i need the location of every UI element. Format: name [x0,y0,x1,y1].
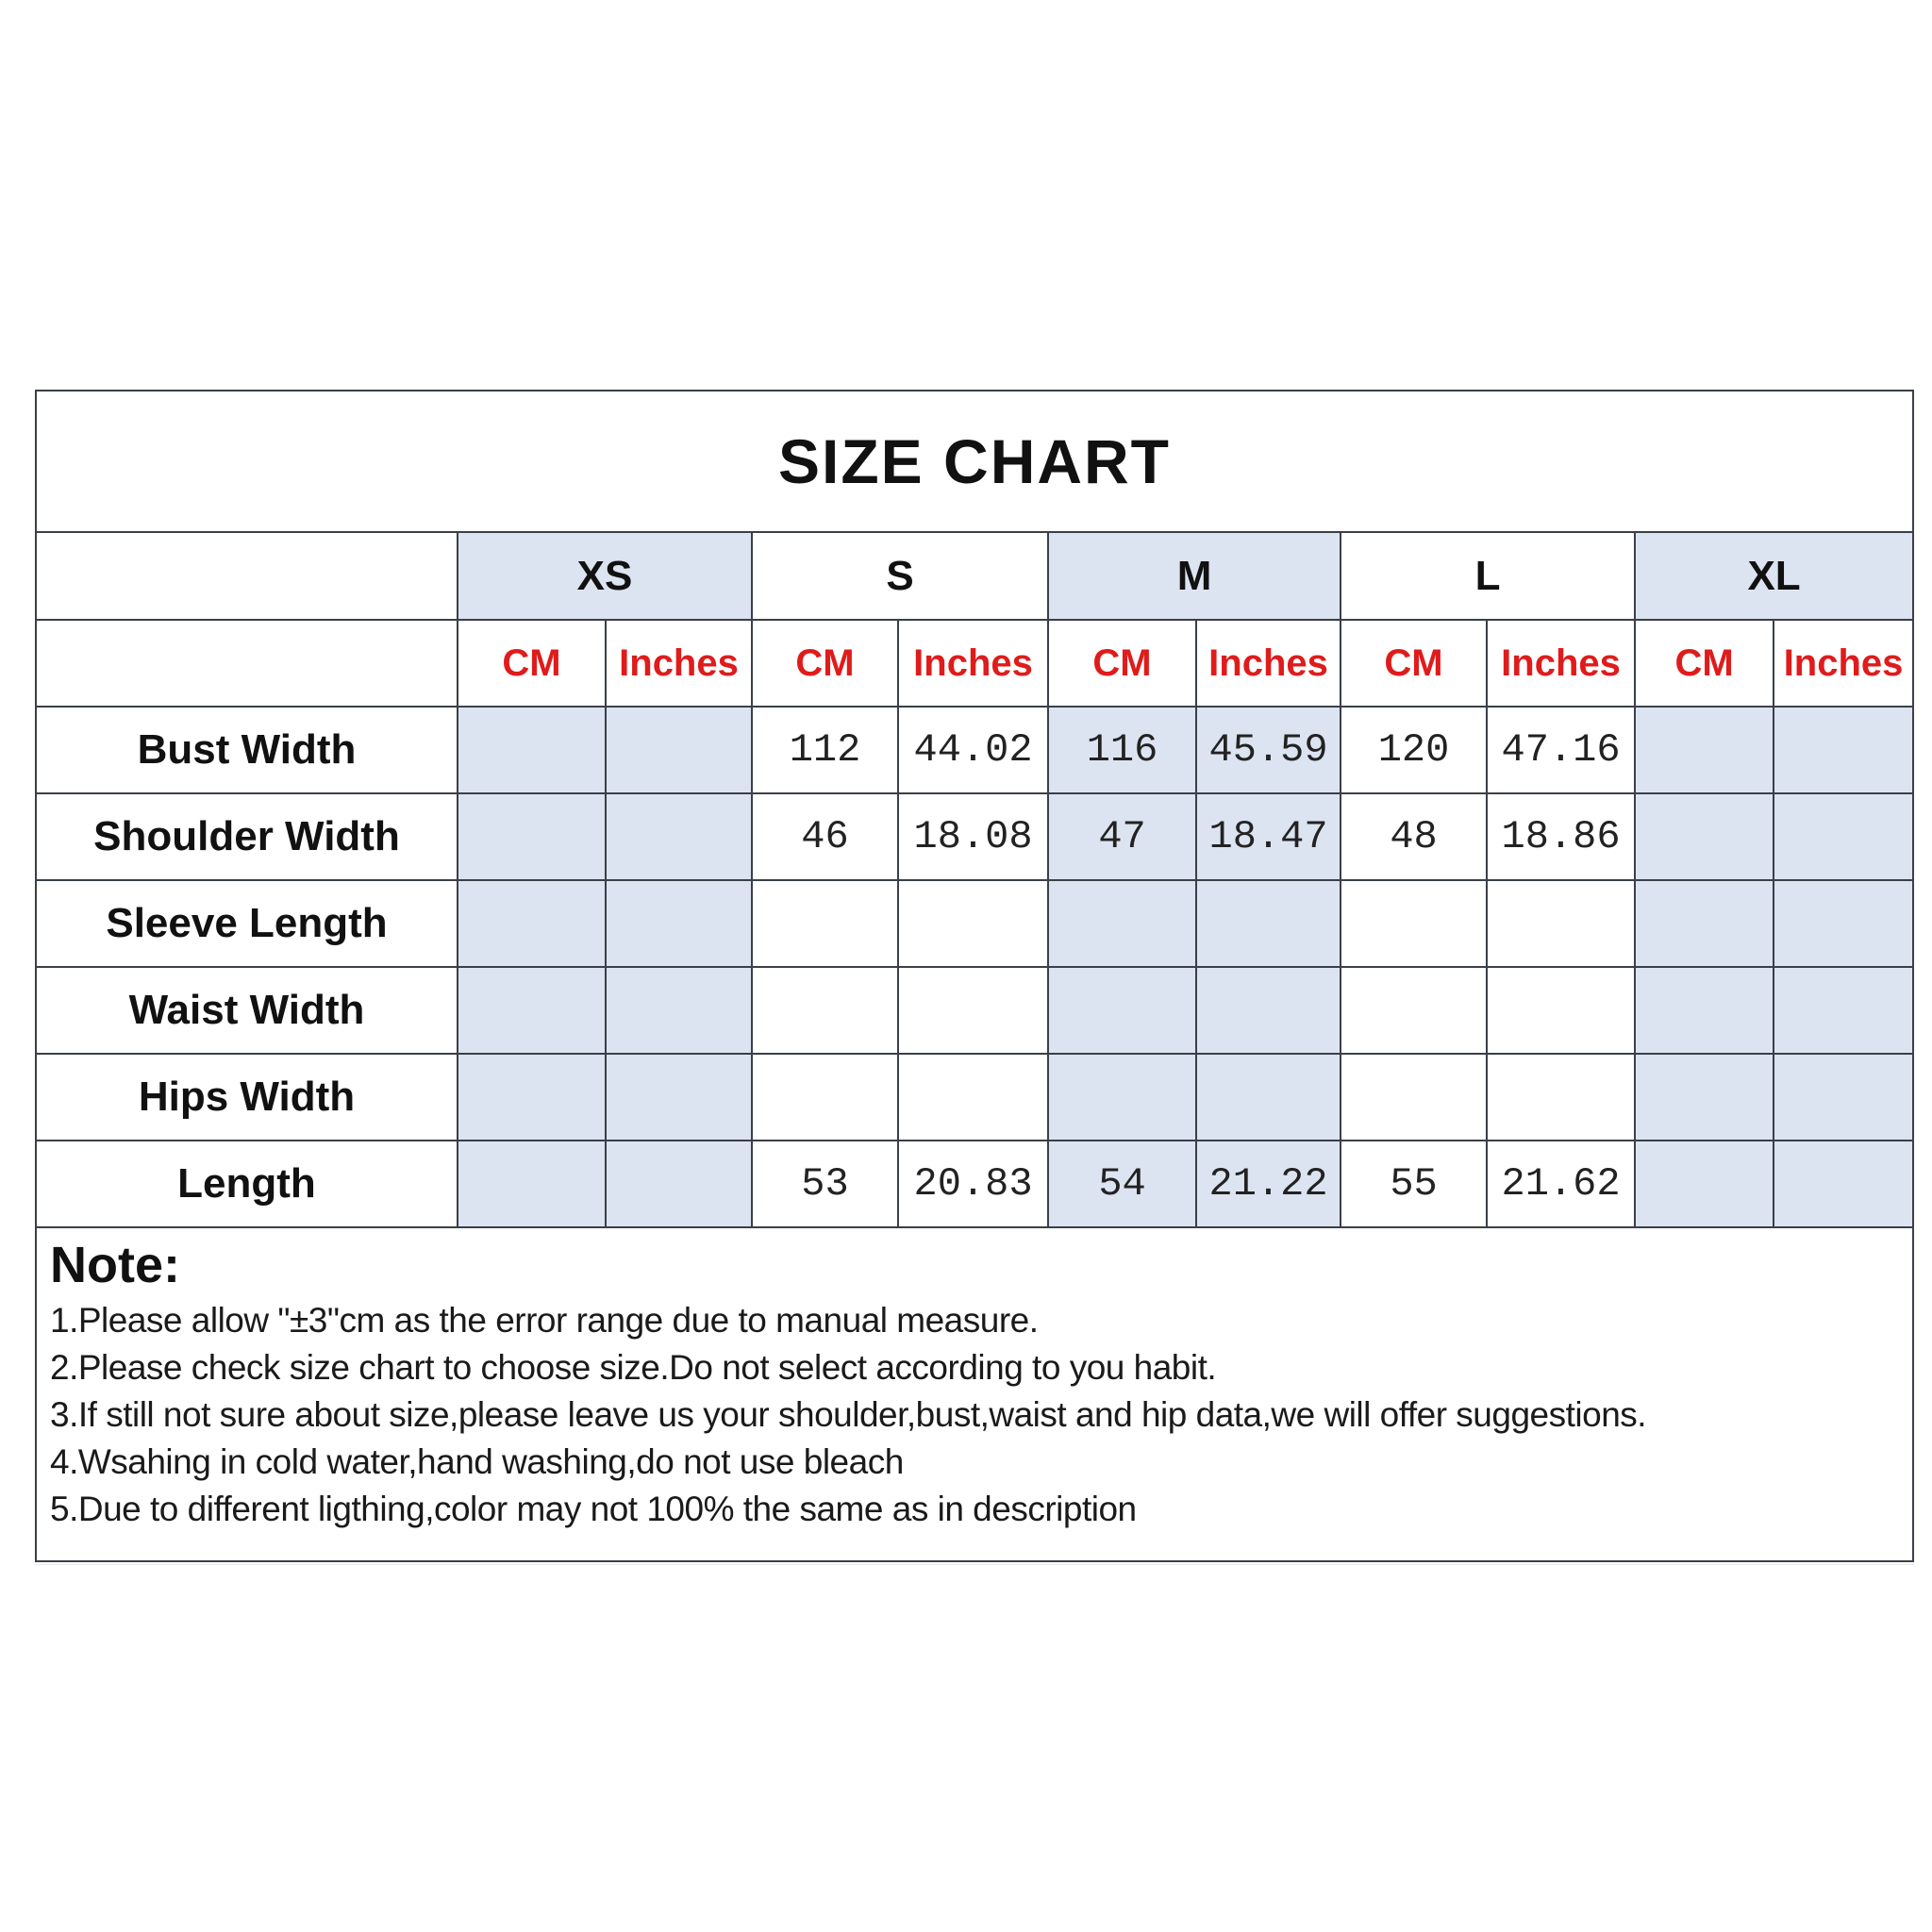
corner-cell [37,620,458,707]
value-cell [1487,1054,1635,1141]
unit-header-inches: Inches [1774,620,1912,707]
value-cell: 18.08 [898,793,1048,880]
value-cell [606,880,752,967]
row-label: Waist Width [37,967,458,1054]
value-cell [1774,707,1912,793]
measurement-row [37,967,1912,1054]
value-cell [458,707,606,793]
value-cell [458,880,606,967]
value-cell: 55 [1341,1141,1487,1227]
note-line: 3.If still not sure about size,please leave us your shoulder,bust,waist and hip data,we will offer suggestions. [50,1395,1647,1434]
value-cell [606,967,752,1054]
value-cell [1487,880,1635,967]
unit-header-cm: CM [1341,620,1487,707]
title-row [37,391,1912,533]
row-label: Length [37,1141,458,1227]
value-cell [458,793,606,880]
value-cell [1635,967,1774,1054]
unit-header-cm: CM [458,620,606,707]
value-cell: 116 [1048,707,1196,793]
notes-section [50,1233,1880,1533]
value-cell [898,1054,1048,1141]
value-cell [1341,1054,1487,1141]
value-cell: 47.16 [1487,707,1635,793]
faint-gridline [35,1564,1914,1573]
corner-cell [37,533,458,620]
value-cell [1635,793,1774,880]
size-table [37,533,1912,1228]
value-cell [1635,1054,1774,1141]
value-cell [1774,1054,1912,1141]
value-cell: 48 [1341,793,1487,880]
unit-header-inches: Inches [606,620,752,707]
value-cell: 47 [1048,793,1196,880]
value-cell [606,793,752,880]
value-cell [898,880,1048,967]
note-heading: Note: [50,1237,180,1293]
value-cell [1341,967,1487,1054]
value-cell [752,880,898,967]
value-cell [458,1141,606,1227]
value-cell: 20.83 [898,1141,1048,1227]
value-cell [752,967,898,1054]
measurement-row [37,793,1912,880]
value-cell [1774,880,1912,967]
value-cell: 44.02 [898,707,1048,793]
value-cell [1341,880,1487,967]
size-header-l: L [1341,533,1635,620]
row-label: Shoulder Width [37,793,458,880]
value-cell [1635,707,1774,793]
measurement-rows [37,707,1912,1227]
value-cell: 53 [752,1141,898,1227]
value-cell [1196,880,1341,967]
value-cell [606,1054,752,1141]
value-cell [1487,967,1635,1054]
size-header-s: S [752,533,1048,620]
row-label: Bust Width [37,707,458,793]
value-cell [606,707,752,793]
unit-header-inches: Inches [898,620,1048,707]
value-cell: 21.22 [1196,1141,1341,1227]
value-cell: 45.59 [1196,707,1341,793]
size-header-m: M [1048,533,1341,620]
note-line: 5.Due to different ligthing,color may not 100% the same as in description [50,1490,1137,1528]
value-cell [458,967,606,1054]
unit-header-cm: CM [1048,620,1196,707]
size-header-xs: XS [458,533,752,620]
note-line: 4.Wsahing in cold water,hand washing,do not use bleach [50,1442,904,1481]
row-label: Hips Width [37,1054,458,1141]
size-chart [35,390,1914,1562]
value-cell: 112 [752,707,898,793]
value-cell [1635,880,1774,967]
value-cell [1635,1141,1774,1227]
value-cell: 18.47 [1196,793,1341,880]
value-cell: 54 [1048,1141,1196,1227]
unit-header-inches: Inches [1196,620,1341,707]
value-cell [752,1054,898,1141]
value-cell [1774,1141,1912,1227]
value-cell [1048,967,1196,1054]
size-header-xl: XL [1635,533,1912,620]
value-cell: 46 [752,793,898,880]
measurement-row [37,1141,1912,1227]
note-line: 2.Please check size chart to choose size.Do not select according to you habit. [50,1348,1217,1387]
value-cell [606,1141,752,1227]
unit-header-cm: CM [752,620,898,707]
value-cell [1048,1054,1196,1141]
row-label: Sleeve Length [37,880,458,967]
chart-title: SIZE CHART [778,426,1171,496]
unit-header-cm: CM [1635,620,1774,707]
value-cell [1774,793,1912,880]
value-cell: 120 [1341,707,1487,793]
unit-header-inches: Inches [1487,620,1635,707]
measurement-row [37,1054,1912,1141]
value-cell: 21.62 [1487,1141,1635,1227]
measurement-row [37,880,1912,967]
unit-header-row [37,620,1912,707]
value-cell [1196,1054,1341,1141]
note-line: 1.Please allow "±3"cm as the error range due to manual measure. [50,1301,1039,1340]
value-cell [1774,967,1912,1054]
value-cell: 18.86 [1487,793,1635,880]
size-header-row [37,533,1912,620]
measurement-row [37,707,1912,793]
value-cell [1048,880,1196,967]
value-cell [1196,967,1341,1054]
value-cell [898,967,1048,1054]
value-cell [458,1054,606,1141]
